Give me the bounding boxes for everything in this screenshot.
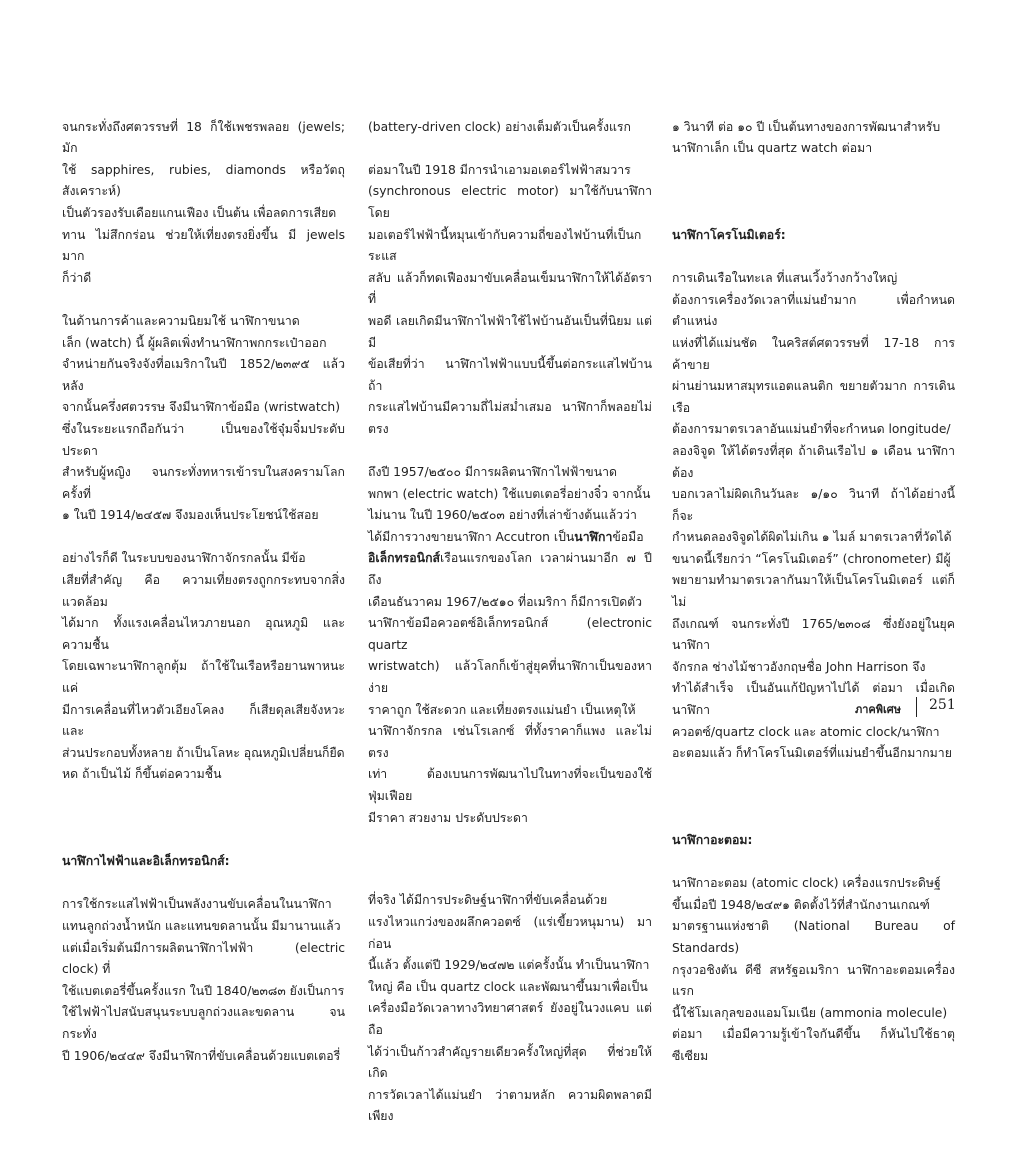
paragraph: ในด้านการค้าและความนิยมใช้ นาฬิกาขนาด เล็ก (watch) นี้ ผู้ผลิตเพิ่งทำนาฬิกาพกกระเป๋าออก จำหน่ายกันจริงจังที่อเมริกาในปี 1852/๒๓๙๕ แล้วหลัง จากนั้นครึ่งศตวรรษ จึงมีนาฬิกาข้อมือ (wristwatch) ซึ่งในระยะแรกถือกันว่า เป็นของใช้จุ๋มจิ๋มประดับประดา สำหรับผู้หญิง จนกระทั่งทหารเข้ารบในสงครามโลกครั้งที่ ๑ ในปี 1914/๒๔๕๗ จึงมองเห็นประโยชน์ใช้สอย (62, 313, 345, 523)
text-run: เรือนแรกของโลก เวลาผ่านมาอีก ๗ ปี ถึง เดือนธันวาคม 1967/๒๕๑๐ ที่อเมริกา ก็มีการเปิดตัว นาฬิกาข้อมือควอตซ์อิเล็กทรอนิกส์ (electronic quartz wristwatch) แล้วโลกก็เข้าสู่ยุคที่นาฬิกาเป็นของหาง่าย ราคาถูก ใช้สะดวก และเที่ยงตรงแม่นยำ เป็นเหตุให้ นาฬิกาจักรกล เช่นโรเลกซ์ ที่ทั้งราคาก็แพง และไม่ตรง เท่า ต้องเบนการพัฒนาไปในทางที่จะเป็นของใช้ฟุ่มเฟือย มีราคา สวยงาม ประดับประดา (368, 551, 652, 825)
text-column-1 (62, 95, 345, 1089)
bold-term: อิเล็กทรอนิกส์ (368, 551, 441, 566)
paragraph: (battery-driven clock) อย่างเต็มตัวเป็นครั้งแรก (368, 119, 631, 134)
section-heading-atomic: นาฬิกาอะตอม: (672, 833, 753, 847)
paragraph (368, 462, 652, 829)
text-column-2 (368, 95, 652, 1150)
paragraph-spacer (672, 181, 955, 203)
paragraph: นาฬิกาอะตอม (atomic clock) เครื่องแรกประดิษฐ์ ขึ้นเมื่อปี 1948/๒๔๙๑ ติดตั้งไว้ที่สำนักงานเกณฑ์ มาตรฐานแห่งชาติ (National Bureau of Standards) กรุงวอชิงตัน ดีซี สหรัฐอเมริกา นาฬิกาอะตอมเครื่องแรก นี้ใช้โมเลกุลของแอมโมเนีย (ammonia molecule) ต่อมา เมื่อมีความรู้เข้าใจกันดีขึ้น ก็หันไปใช้ธาตุซีเซียม (672, 876, 955, 1063)
paragraph-spacer (62, 808, 345, 830)
paragraph: การเดินเรือในทะเล ที่แสนเวิ้งว้างกว้างใหญ่ ต้องการเครื่องวัดเวลาที่แม่นยำมาก เพื่อกำหนดตำแหน่ง แห่งที่ได้แม่นชัด ในคริสต์ศตวรรษที่ 17-18 การค้าขาย ผ่านย่านมหาสมุทรแอตแลนติก ขยายตัวมาก การเดินเรือ ต้องการมาตรเวลาอันแม่นยำที่จะกำหนด longitude/ ลองจิจูด ให้ได้ตรงที่สุด ถ้าเดินเรือไป ๑ เดือน นาฬิกาต้อง บอกเวลาไม่ผิดเกินวันละ ๑/๑๐ วินาที ถ้าได้อย่างนี้ ก็จะ กำหนดลองจิจูดได้ผิดไม่เกิน ๑ ไมล์ มาตรเวลาที่วัดได้ ขนาดนี้เรียกว่า “โครโนมิเตอร์” (chronometer) มีผู้ พยายามทำมาตรเวลากันมาให้เป็นโครโนมิเตอร์ แต่ก็ไม่ ถึงเกณฑ์ จนกระทั่งปี 1765/๒๓๐๘ ซึ่งยังอยู่ในยุคนาฬิกา จักรกล ช่างไม้ชาวอังกฤษชื่อ John Harrison จึง ทำได้สำเร็จ เป็นอันแก้ปัญหาไปได้ ต่อมา เมื่อเกิดนาฬิกา ควอตซ์/quartz clock และ atomic clock/นาฬิกา อะตอมแล้ว ก็ทำโครโนมิเตอร์ที่แม่นยำขึ้นอีกมากมาย (672, 271, 955, 761)
page-footer (845, 697, 985, 717)
paragraph: อย่างไรก็ดี ในระบบของนาฬิกาจักรกลนั้น มีข้อ เสียที่สำคัญ คือ ความเที่ยงตรงถูกกระทบจากสิ่งแวดล้อม ได้มาก ทั้งแรงเคลื่อนไหวภายนอก อุณหภูมิ และความชื้น โดยเฉพาะนาฬิกาลูกตุ้ม ถ้าใช้ในเรือหรือยานพาหนะ แค่ มีการเคลื่อนที่ไหวตัวเอียงโคลง ก็เสียดุลเสียจังหวะ และ ส่วนประกอบทั้งหลาย ถ้าเป็นโลหะ อุณหภูมิเปลี่ยนก็ยืด หด ถ้าเป็นไม้ ก็ขึ้นต่อความชื้น (62, 551, 345, 782)
paragraph-spacer (368, 851, 652, 869)
text-run: ข้อมือ (612, 529, 644, 544)
bold-term: นาฬิกา (574, 529, 613, 544)
page-number: 251 (929, 697, 956, 713)
paragraph: จนกระทั่งถึงศตวรรษที่ 18 ก็ใช้เพชรพลอย (jewels; มัก ใช้ sapphires, rubies, diamonds หรือวัตถุสังเคราะห์) เป็นตัวรองรับเดือยแกนเฟือง เป็นต้น เพื่อลดการเสียด ทาน ไม่สึกกร่อน ช่วยให้เที่ยงตรงยิ่งขึ้น มี jewels มาก ก็ว่าดี (62, 119, 345, 285)
paragraph: ๑ วินาที ต่อ ๑๐ ปี เป็นต้นทางของการพัฒนาสำหรับ นาฬิกาเล็ก เป็น quartz watch ต่อมา (672, 119, 941, 156)
paragraph: ต่อมาในปี 1918 มีการนำเอามอเตอร์ไฟฟ้าสมวาร (synchronous electric motor) มาใช้กับนาฬิกา โดย มอเตอร์ไฟฟ้านี้หมุนเข้ากับความถี่ของไฟบ้านที่เป็นกระแส สลับ แล้วก็ทดเฟืองมาขับเคลื่อนเข็มนาฬิกาให้ได้อัตราที่ พอดี เลยเกิดมีนาฬิกาไฟฟ้าใช้ไฟบ้านอันเป็นที่นิยม แต่มี ข้อเสียที่ว่า นาฬิกาไฟฟ้าแบบนี้ขึ้นต่อกระแสไฟบ้าน ถ้า กระแสไฟบ้านมีความถี่ไม่สม่ำเสมอ นาฬิกาก็พลอยไม่ตรง (368, 162, 652, 436)
section-heading-electric: นาฬิกาไฟฟ้าและอิเล็กทรอนิกส์: (62, 854, 230, 869)
section-label: ภาคพิเศษ (854, 703, 901, 716)
text-run: ถึงปี 1957/๒๕๐๐ มีการผลิตนาฬิกาไฟฟ้าขนาด พกพา (electric watch) ใช้แบตเตอรี่อย่างจิ๋ว จากนั้น ไม่นาน ในปี 1960/๒๕๐๓ อย่างที่เล่าข้างต้นแล้วว่า ได้มีการวางขายนาฬิกา Accutron เป็น (368, 465, 651, 544)
paragraph-spacer (672, 786, 955, 808)
paragraph: ที่จริง ได้มีการประดิษฐ์นาฬิกาที่ขับเคลื่อนด้วย แรงไหวแกว่งของผลึกควอตซ์ (แร่เขี้ยวหนุมาน) มาก่อน นี้แล้ว ตั้งแต่ปี 1929/๒๔๗๒ แต่ครั้งนั้น ทำเป็นนาฬิกา ใหญ่ คือ เป็น quartz clock และพัฒนาขึ้นมาเพื่อเป็น เครื่องมือวัดเวลาทางวิทยาศาสตร์ ยังอยู่ในวงแคบ แต่ถือ ได้ว่าเป็นก้าวสำคัญรายเดียวครั้งใหญ่ที่สุด ที่ช่วยให้เกิด การวัดเวลาได้แม่นยำ ว่าตามหลัก ความผิดพลาดมีเพียง (368, 893, 652, 1124)
section-heading-chronometer: นาฬิกาโครโนมิเตอร์: (672, 227, 786, 242)
text-column-3 (672, 95, 955, 1089)
footer-divider (916, 697, 917, 717)
paragraph: การใช้กระแสไฟฟ้าเป็นพลังงานขับเคลื่อนในนาฬิกา แทนลูกถ่วงน้ำหนัก และแทนขดลานนั้น มีมานานแล้ว แต่เมื่อเริ่มต้นมีการผลิตนาฬิกาไฟฟ้า (electric clock) ที่ ใช้แบตเตอรี่ขึ้นครั้งแรก ในปี 1840/๒๓๘๓ ยังเป็นการ ใช้ไฟฟ้าไปสนับสนุนระบบลูกถ่วงและขดลาน จนกระทั่ง ปี 1906/๒๔๔๙ จึงมีนาฬิกาที่ขับเคลื่อนด้วยแบตเตอรี่ (62, 897, 345, 1063)
